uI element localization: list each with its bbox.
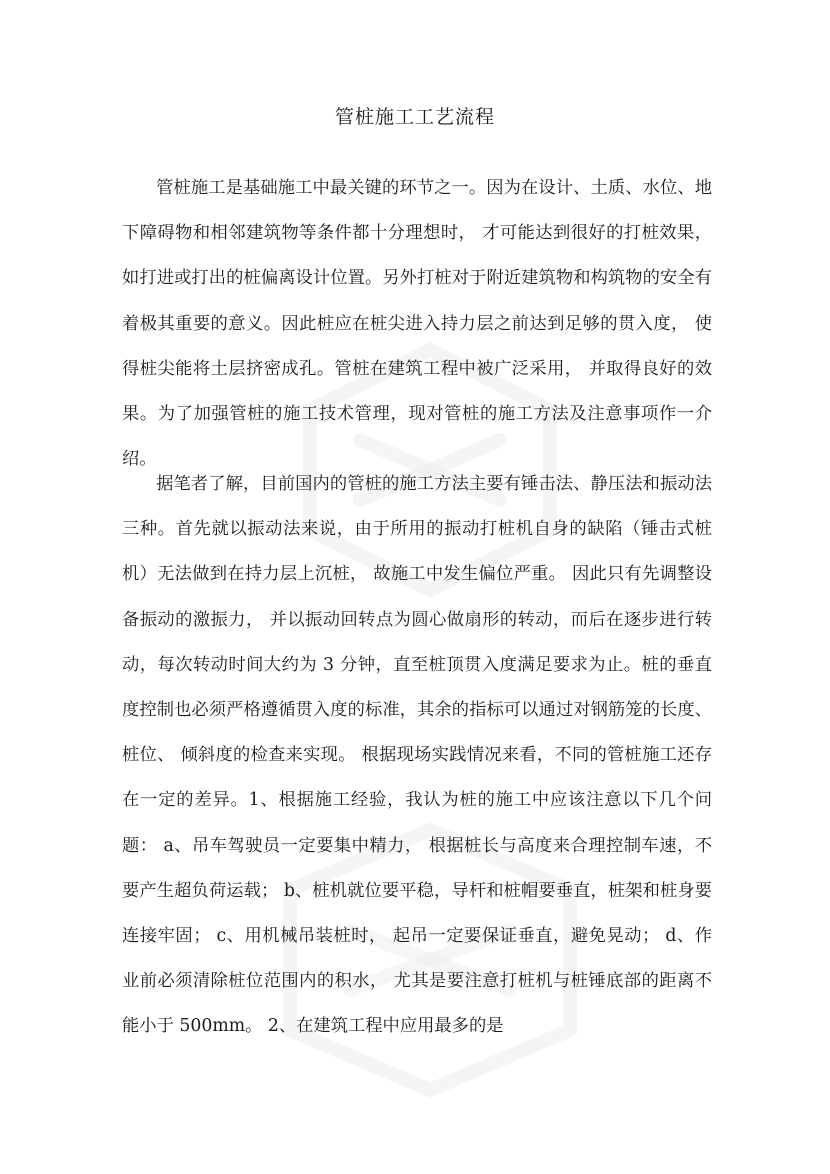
paragraph-text: 据笔者了解，目前国内的管桩的施工方法主要有锤击法、静压法和振动法三种。首先就以振动法来说，由于所用的振动打桩机自身的缺陷（锤击式桩机）无法做到在持力层上沉桩， 故施工中发生偏位严重。 因此只有先调整设备振动的激振力， 并以振动回转点为圆心做扇形的转动，而后在逐步进行转动，每次转动时间大约为 3 分钟，直至桩顶贯入度满足要求为止。桩的垂直度控制也必须严格遵循贯入度的标准，其余的指标可以通过对钢筋笼的长度、桩位、 倾斜度的检查来实现。 根据现场实践情况来看，不同的管桩施工还存在一定的差异。1、根据施工经验，我认为桩的施工中应该注意以下几个问题： a、吊车驾驶员一定要集中精力， 根据桩长与高度来合理控制车速，不要产生超负荷运载； b、桩机就位要平稳，导杆和桩帽要垂直，桩架和桩身要连接牢固； c、用机械吊装桩时， 起吊一定要保证垂直，避免晃动； d、作业前必须清除桩位范围内的积水， 尤其是要注意打桩机与桩锤底部的距离不能小于 500mm。 2、在建筑工程中应用最多的是 — [122, 474, 712, 1037]
document-title: 管桩施工工艺流程 — [334, 106, 495, 128]
paragraph-methods — [122, 462, 712, 1050]
paragraph-intro — [122, 166, 712, 482]
paragraph-text: 管桩施工是基础施工中最关键的环节之一。因为在设计、土质、水位、地下障碍物和相邻建筑物等条件都十分理想时， 才可能达到很好的打桩效果， 如打进或打出的桩偏离设计位置。另外打桩对于附近建筑物和构筑物的安全有着极其重要的意义。因此桩应在桩尖进入持力层之前达到足够的贯入度， 使得桩尖能将土层挤密成孔。管桩在建筑工程中被广泛采用， 并取得良好的效果。为了加强管桩的施工技术管理，现对管桩的施工方法及注意事项作一介绍。 — [122, 178, 712, 470]
